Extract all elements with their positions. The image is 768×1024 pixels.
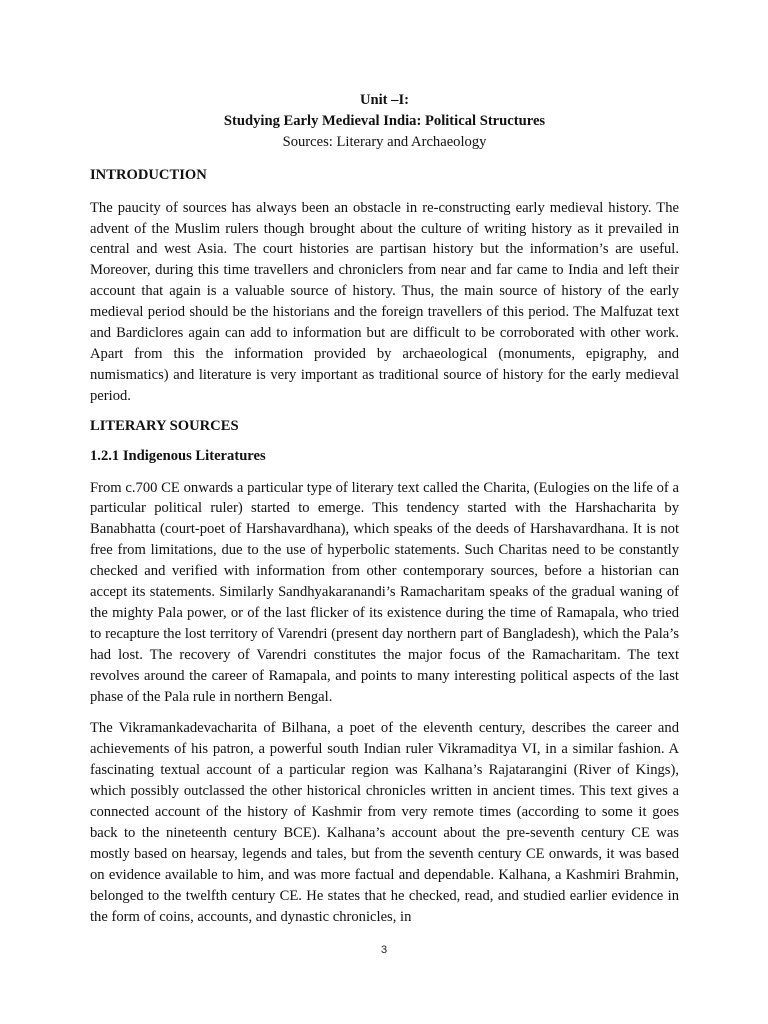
charita-paragraph: From c.700 CE onwards a particular type of literary text called the Charita, (Eulogies on the life of a particular political ruler) started to emerge. This tendency started with the Harshacharita by Banabhatta (court-poet of Harshavardhana), which speaks of the deeds of Harshavardhana. It is not free from limitations, due to the use of hyperbolic statements. Such Charitas need to be constantly checked and verified with information from other contemporary sources, before a historian can accept its statements. Similarly Sandhyakaranandi’s Ramacharitam speaks of the gradual waning of the mighty Pala power, or of the last flicker of its existence during the time of Ramapala, who tried to recapture the lost territory of Varendri (present day northern part of Bangladesh), which the Pala’s had lost. The recovery of Varendri constitutes the major focus of the Ramacharitam. The text revolves around the career of Ramapala, and points to many interesting political aspects of the last phase of the Pala rule in northern Bengal. <box>90 479 679 705</box>
unit-label: Unit –I: <box>359 92 410 108</box>
introduction-heading: INTRODUCTION <box>90 166 207 183</box>
page-number: 3 <box>380 944 388 956</box>
indigenous-literatures-subheading: 1.2.1 Indigenous Literatures <box>90 447 266 464</box>
vikramankadevacharita-paragraph: The Vikramankadevacharita of Bilhana, a poet of the eleventh century, describes the career and achievements of his patron, a powerful south Indian ruler Vikramaditya VI, in a similar fashion. A fascinating textual account of a particular region was Kalhana’s Rajatarangini (River of Kings), which possibly outclassed the other historical chronicles written in ancient times. This text gives a connected account of the history of Kashmir from very remote times (according to some it goes back to the nineteenth century BCE). Kalhana’s account about the pre-seventh century CE was mostly based on hearsay, legends and tales, but from the seventh century CE onwards, it was based on evidence available to him, and was more factual and dependable. Kalhana, a Kashmiri Brahmin, belonged to the twelfth century CE. He states that he checked, read, and studied earlier evidence in the form of coins, accounts, and dynastic chronicles, in <box>90 720 679 925</box>
literary-sources-heading: LITERARY SOURCES <box>90 417 239 434</box>
document-page <box>90 90 679 928</box>
document-header <box>90 90 679 153</box>
introduction-paragraph: The paucity of sources has always been an obstacle in re-constructing early medieval history. The advent of the Muslim rulers though brought about the culture of writing history as it prevailed in central and west Asia. The court histories are partisan history but the information’s are useful. Moreover, during this time travellers and chroniclers from near and far came to India and left their account that again is a valuable source of history. Thus, the main source of history of the early medieval period should be the historians and the foreign travellers of this period. The Malfuzat text and Bardiclores again can add to information but are difficult to be corroborated with other work. Apart from this the information provided by archaeological (monuments, epigraphy, and numismatics) and literature is very important as traditional source of history for the early medieval period. <box>90 199 679 404</box>
document-title: Studying Early Medieval India: Political Structures <box>223 112 546 129</box>
document-subtitle: Sources: Literary and Archaeology <box>282 133 487 150</box>
